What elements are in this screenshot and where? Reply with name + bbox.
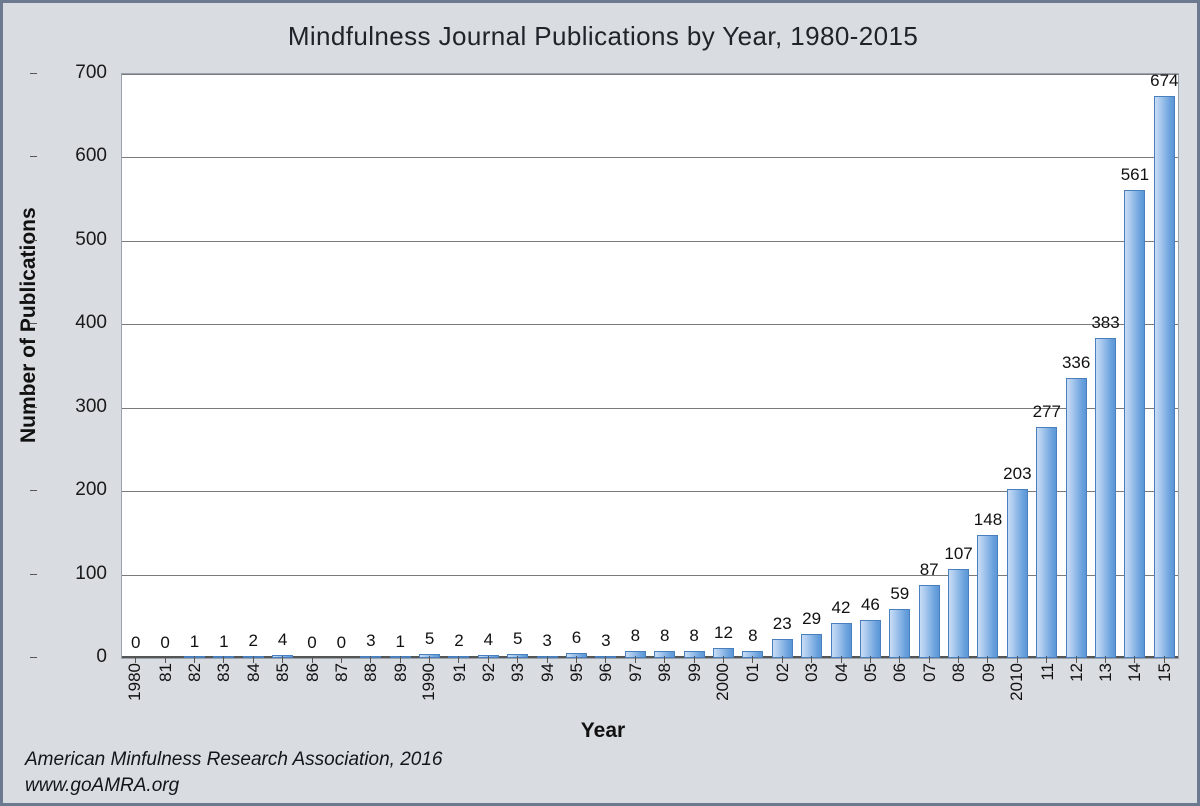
x-tick-mark	[223, 656, 224, 663]
bar	[889, 609, 910, 658]
bar-value-label: 3	[366, 630, 376, 650]
bar-value-label: 561	[1120, 164, 1150, 184]
bar	[1095, 338, 1116, 658]
bar-value-label: 8	[659, 626, 670, 646]
x-tick-mark	[135, 656, 136, 663]
bar-column	[507, 74, 528, 658]
y-tick-mark	[30, 240, 37, 241]
bar-value-label: 87	[919, 560, 939, 580]
bar-value-label: 6	[571, 628, 582, 647]
x-tick-mark	[605, 656, 606, 663]
x-axis-ticks	[121, 663, 1179, 721]
bar-series	[121, 70, 1179, 659]
y-tick-label: 700	[37, 62, 107, 84]
bar-value-label: 46	[860, 594, 880, 614]
bar-value-label: 59	[890, 583, 910, 603]
bar-column	[213, 74, 234, 658]
bar-value-label: 8	[630, 626, 641, 646]
bar-value-label: 0	[130, 633, 141, 652]
bar-value-label: 4	[277, 629, 288, 649]
bar-value-label: 23	[772, 613, 792, 633]
x-tick-label: 04	[831, 663, 852, 683]
x-tick-mark	[165, 656, 166, 663]
y-tick-mark	[30, 323, 37, 324]
y-tick-mark	[30, 490, 37, 491]
bar	[1036, 427, 1057, 658]
x-tick-label: 84	[243, 663, 264, 683]
bar-value-label: 336	[1061, 352, 1091, 372]
bar-column	[684, 74, 705, 658]
bar	[1124, 190, 1145, 658]
x-tick-label: 99	[684, 663, 705, 683]
bar	[1154, 96, 1175, 658]
x-tick-mark	[841, 656, 842, 663]
bar	[1066, 378, 1087, 658]
bar-column	[625, 74, 646, 658]
bar-value-label: 1	[189, 632, 200, 652]
bar-column	[919, 74, 940, 658]
x-tick-label: 93	[507, 663, 528, 683]
x-tick-mark	[253, 656, 254, 663]
x-tick-label: 87	[331, 663, 352, 683]
x-tick-mark	[282, 656, 283, 663]
x-tick-label: 15	[1154, 663, 1175, 683]
y-tick-label: 600	[37, 145, 107, 167]
x-tick-mark	[664, 656, 665, 663]
bar-value-label: 12	[714, 623, 733, 642]
x-tick-mark	[1105, 656, 1106, 663]
bar	[860, 620, 881, 658]
x-tick-label: 08	[948, 663, 969, 683]
x-tick-label: 09	[977, 663, 998, 683]
bar	[948, 569, 969, 658]
bar-value-label: 3	[601, 630, 611, 650]
x-tick-label: 05	[860, 663, 881, 683]
bar-column	[360, 74, 381, 658]
bar-column	[1032, 74, 1061, 658]
x-tick-mark	[1164, 656, 1165, 663]
x-tick-label: 82	[184, 663, 205, 683]
bar-column	[478, 74, 499, 658]
x-tick-mark	[1046, 656, 1047, 663]
bar-value-label: 1	[395, 632, 405, 652]
x-tick-label: 12	[1066, 663, 1087, 683]
chart-title: Mindfulness Journal Publications by Year, 1980-2015	[287, 21, 919, 51]
x-tick-label: 81	[155, 663, 176, 683]
y-axis-label-text: Number of Publications	[17, 207, 40, 443]
bar-column	[654, 74, 675, 658]
bar-column	[801, 74, 822, 658]
bar-value-label: 2	[454, 631, 464, 651]
x-tick-label: 92	[478, 663, 499, 683]
x-tick-mark	[694, 656, 695, 663]
x-tick-label: 14	[1124, 663, 1145, 683]
y-tick-label: 300	[37, 396, 107, 418]
bar	[919, 585, 940, 658]
x-tick-mark	[1017, 656, 1018, 663]
credit-organization: American Minfulness Research Association, 2016	[25, 749, 443, 770]
x-tick-mark	[341, 656, 342, 663]
bar-value-label: 277	[1032, 401, 1061, 421]
x-tick-mark	[517, 656, 518, 663]
x-tick-mark	[723, 656, 724, 663]
bar-value-label: 8	[689, 626, 699, 646]
bar-column	[944, 74, 973, 658]
bar-value-label: 2	[248, 631, 258, 651]
bar	[801, 634, 822, 658]
bar-column	[331, 74, 352, 658]
y-tick-label: 100	[37, 563, 107, 585]
bar-value-label: 29	[802, 608, 822, 628]
bar-column	[1091, 74, 1120, 658]
x-tick-mark	[458, 656, 459, 663]
bar-column	[1120, 74, 1150, 658]
bar-value-label: 0	[336, 633, 347, 652]
x-tick-label: 2010	[1007, 663, 1028, 683]
x-tick-label: 13	[1095, 663, 1116, 683]
bar-column	[537, 74, 558, 658]
x-tick-label: 2000	[713, 663, 734, 683]
x-tick-label: 03	[801, 663, 822, 683]
x-tick-label: 01	[742, 663, 763, 683]
bar-column	[302, 74, 323, 658]
bar-column	[831, 74, 852, 658]
bar-value-label: 203	[1003, 463, 1032, 483]
x-tick-label: 02	[772, 663, 793, 683]
x-tick-label: 1980	[125, 663, 146, 683]
y-tick-label: 400	[37, 312, 107, 334]
x-tick-mark	[194, 656, 195, 663]
x-tick-label: 97	[625, 663, 646, 683]
bar-column	[1150, 70, 1179, 658]
bar-column	[1003, 74, 1032, 658]
y-tick-mark	[30, 574, 37, 575]
bar-column	[390, 74, 411, 658]
x-tick-mark	[752, 656, 753, 663]
x-tick-mark	[400, 656, 401, 663]
x-tick-mark	[958, 656, 959, 663]
bar-value-label: 383	[1091, 313, 1120, 333]
bar-column	[419, 74, 440, 658]
bar-value-label: 0	[307, 633, 317, 652]
bar-column	[860, 74, 881, 658]
x-tick-label: 95	[566, 663, 587, 683]
bar-column	[125, 74, 146, 658]
x-tick-mark	[987, 656, 988, 663]
bar-column	[1061, 74, 1091, 658]
x-tick-mark	[429, 656, 430, 663]
x-tick-label: 1990	[419, 663, 440, 683]
x-tick-label: 06	[889, 663, 910, 683]
x-tick-label: 07	[919, 663, 940, 683]
y-tick-mark	[30, 156, 37, 157]
bar	[831, 623, 852, 658]
bar-column	[713, 74, 734, 658]
bar-column	[889, 74, 910, 658]
x-tick-mark	[488, 656, 489, 663]
x-tick-mark	[547, 656, 548, 663]
x-tick-label: 89	[390, 663, 411, 683]
bar-column	[595, 74, 616, 658]
bar-value-label: 3	[542, 630, 552, 650]
bar-value-label: 5	[424, 628, 435, 648]
x-tick-label: 83	[213, 663, 234, 683]
x-tick-mark	[370, 656, 371, 663]
x-tick-mark	[576, 656, 577, 663]
x-tick-label: 11	[1036, 663, 1057, 683]
bar-column	[566, 74, 587, 658]
bar-value-label: 1	[219, 632, 229, 652]
x-axis-label: Year	[580, 719, 626, 742]
x-tick-mark	[899, 656, 900, 663]
x-tick-mark	[929, 656, 930, 663]
x-tick-mark	[870, 656, 871, 663]
y-tick-mark	[30, 407, 37, 408]
bar-value-label: 8	[748, 626, 758, 646]
x-tick-mark	[1076, 656, 1077, 663]
x-tick-label: 85	[272, 663, 293, 683]
x-tick-mark	[811, 656, 812, 663]
bar-value-label: 4	[483, 629, 494, 649]
y-tick-label: 500	[37, 229, 107, 251]
bar-value-label: 148	[973, 509, 1003, 529]
bar-column	[155, 74, 176, 658]
bar-column	[184, 74, 205, 658]
y-tick-label: 0	[37, 646, 107, 668]
bar-value-label: 107	[944, 543, 973, 563]
y-tick-mark	[30, 73, 37, 74]
x-tick-mark	[782, 656, 783, 663]
x-tick-label: 86	[302, 663, 323, 683]
bar-column	[742, 74, 763, 658]
x-tick-label: 98	[654, 663, 675, 683]
bar-column	[448, 74, 469, 658]
bar-value-label: 42	[831, 597, 851, 617]
bar	[977, 535, 998, 658]
x-tick-label: 94	[537, 663, 558, 683]
x-tick-label: 88	[360, 663, 381, 683]
x-tick-mark	[312, 656, 313, 663]
bar-value-label: 674	[1150, 70, 1179, 90]
bar-column	[243, 74, 264, 658]
x-tick-mark	[635, 656, 636, 663]
bar-value-label: 5	[513, 628, 523, 648]
bar-column	[272, 74, 293, 658]
bar-value-label: 0	[160, 633, 170, 652]
y-tick-mark	[30, 657, 37, 658]
credit-website: www.goAMRA.org	[25, 775, 180, 796]
bar-column	[973, 74, 1003, 658]
x-tick-label: 96	[595, 663, 616, 683]
bar-column	[772, 74, 793, 658]
y-tick-label: 200	[37, 479, 107, 501]
bar	[1007, 489, 1028, 658]
x-tick-label: 91	[448, 663, 469, 683]
x-tick-mark	[1134, 656, 1135, 663]
